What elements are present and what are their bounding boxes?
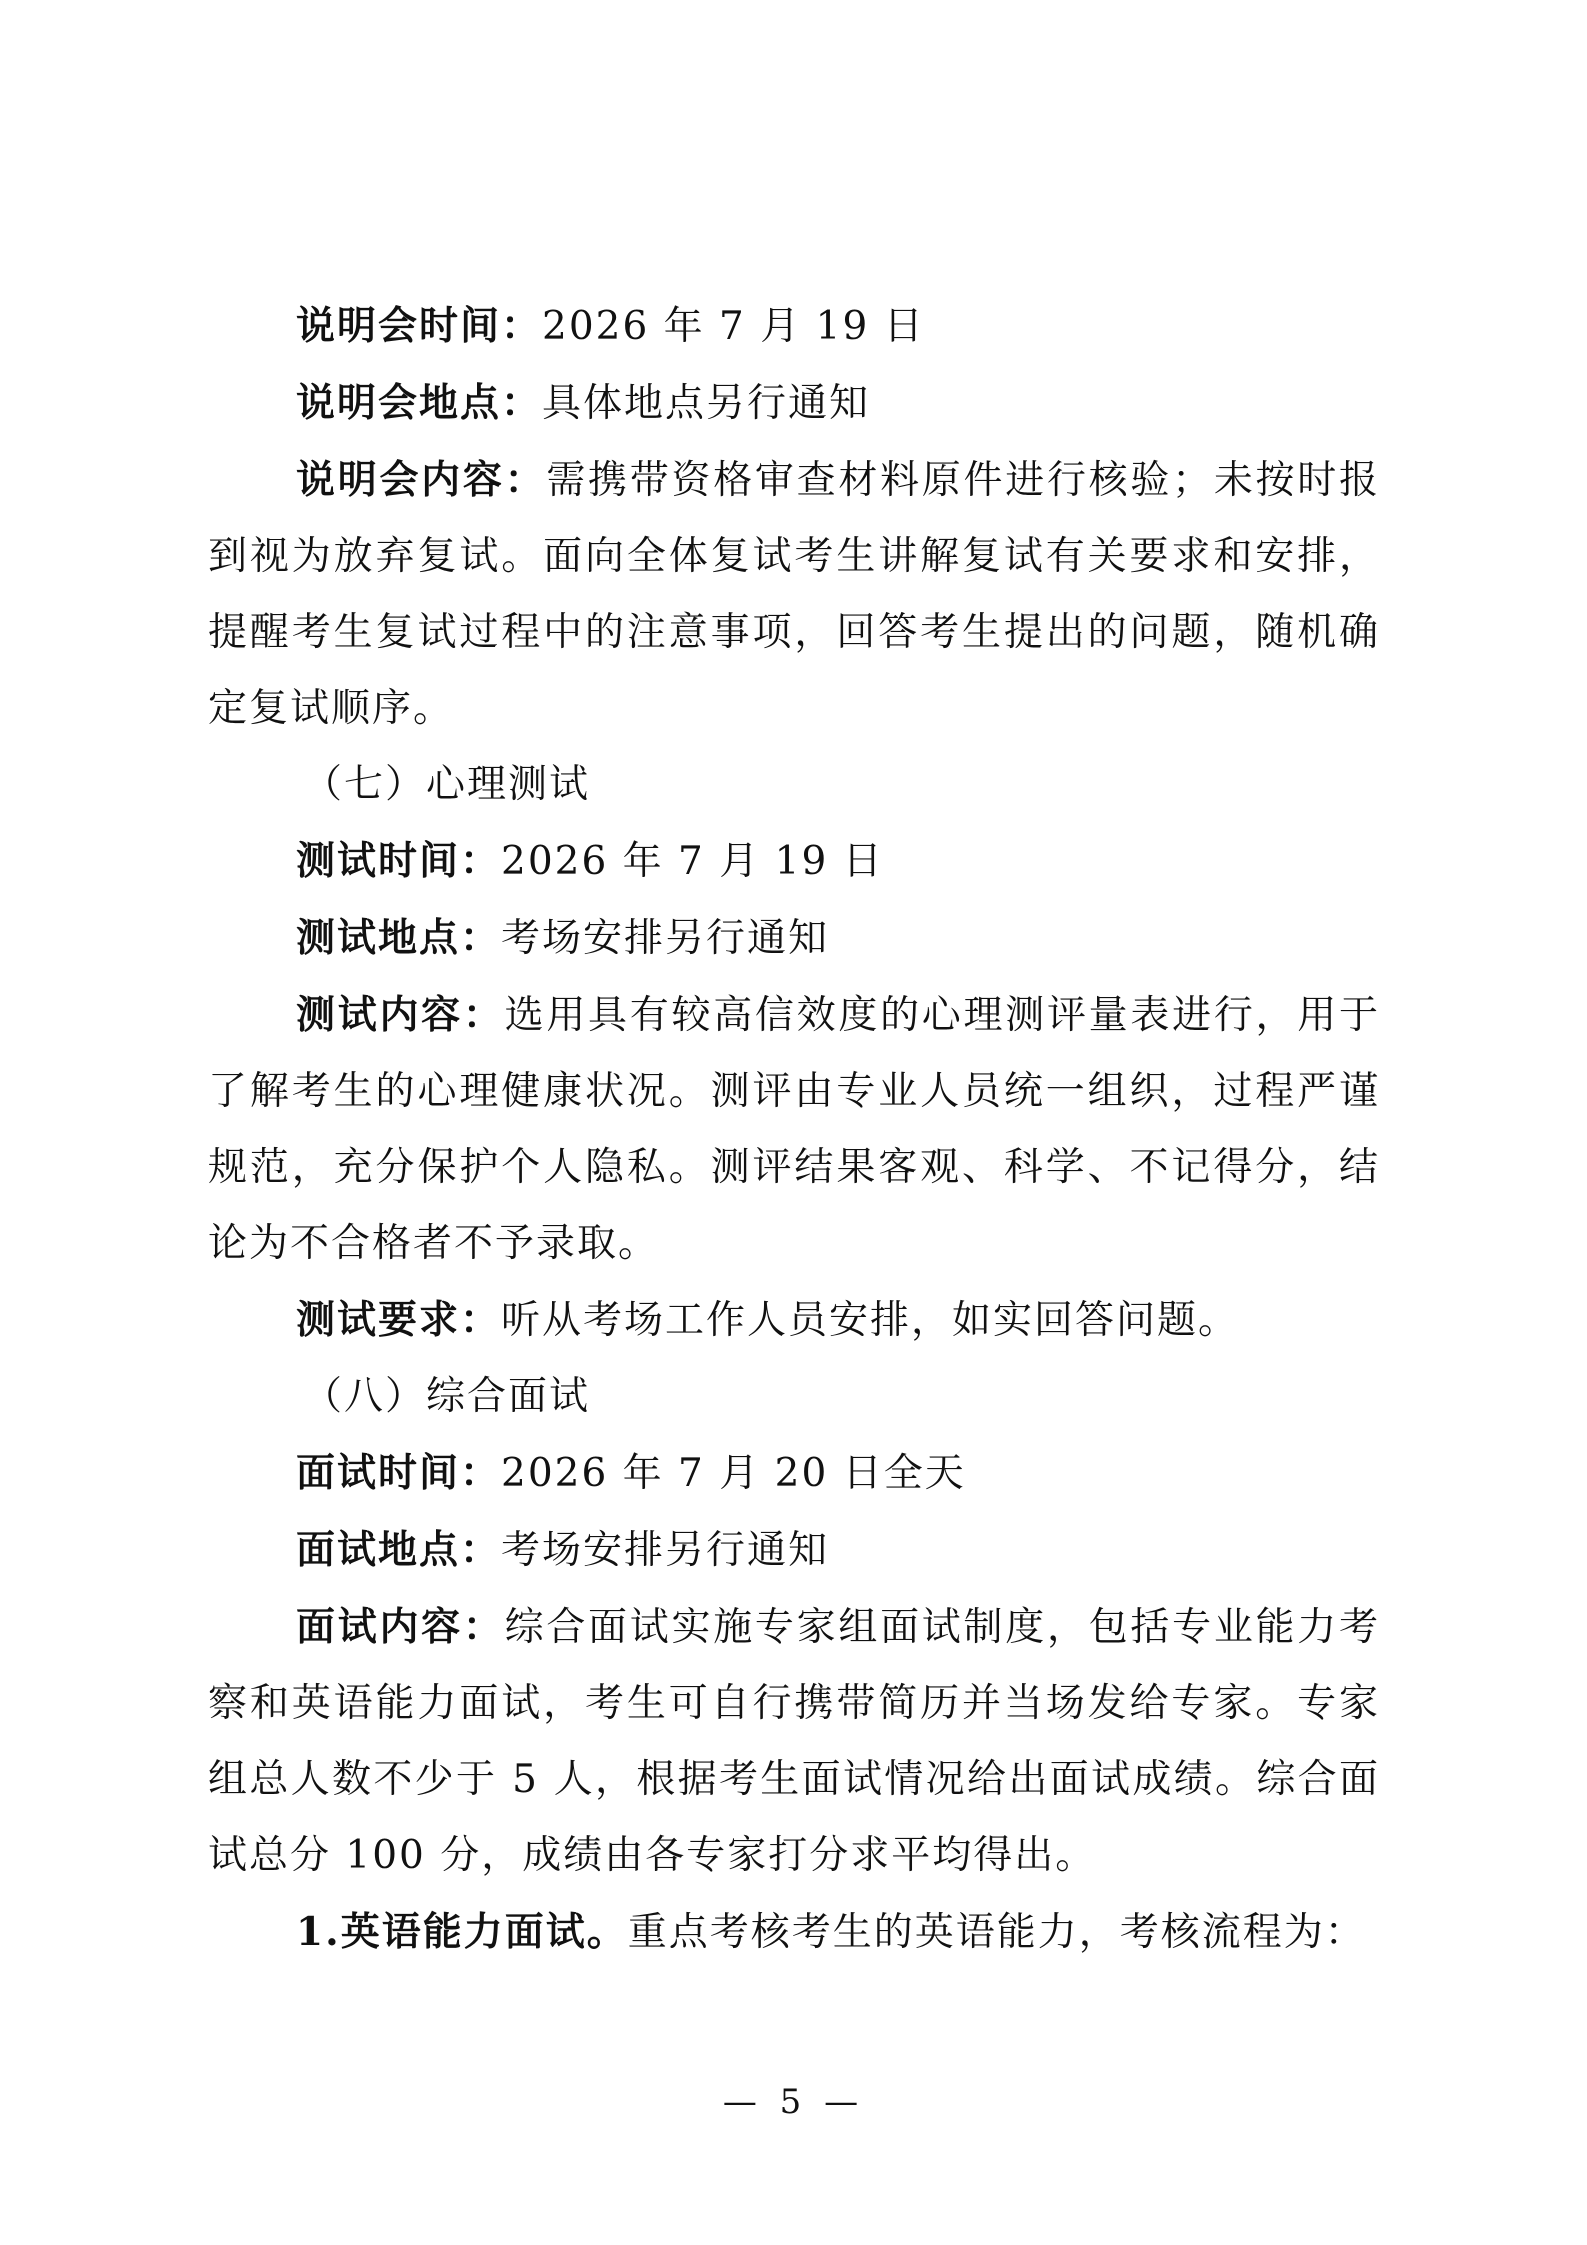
briefing-place-label: 说明会地点：	[296, 380, 543, 426]
section8-place-value: 考场安排另行通知	[501, 1528, 830, 1573]
section7-content-paragraph	[208, 977, 1380, 1282]
section8-content-label: 面试内容：	[296, 1604, 505, 1650]
section7-requirement-label: 测试要求：	[296, 1297, 502, 1343]
section7-time-line	[208, 823, 1380, 900]
briefing-content-label: 说明会内容：	[296, 457, 547, 503]
section8-content-value: 综合面试实施专家组面试制度，包括专业能力考察和英语能力面试，考生可自行携带简历并当场发给专家。专家组总人数不少于 5 人，根据考生面试情况给出面试成绩。综合面试总分 100 分，成绩由各专家打分求平均得出。	[208, 1605, 1380, 1878]
section7-content-label: 测试内容：	[296, 992, 505, 1038]
section8-time-line	[208, 1435, 1380, 1512]
briefing-place-line	[208, 365, 1380, 442]
briefing-time-label: 说明会时间：	[296, 303, 543, 349]
briefing-content-paragraph	[208, 442, 1380, 747]
section8-time-label: 面试时间：	[296, 1450, 502, 1496]
section7-place-value: 考场安排另行通知	[501, 916, 830, 961]
section7-time-value: 2026 年 7 月 19 日	[501, 839, 884, 884]
section8-time-value: 2026 年 7 月 20 日全天	[501, 1451, 966, 1496]
briefing-place-value: 具体地点另行通知	[542, 381, 871, 426]
section8-place-label: 面试地点：	[296, 1527, 502, 1573]
section7-place-line	[208, 900, 1380, 977]
briefing-content-value: 需携带资格审查材料原件进行核验；未按时报到视为放弃复试。面向全体复试考生讲解复试有关要求和安排，提醒考生复试过程中的注意事项，回答考生提出的问题，随机确定复试顺序。	[208, 458, 1380, 731]
section8-content-paragraph	[208, 1589, 1380, 1894]
section8-place-line	[208, 1512, 1380, 1589]
section7-heading: （七）心理测试	[303, 762, 591, 807]
page-number: — 5 —	[722, 2082, 865, 2122]
section7-requirement-value: 听从考场工作人员安排，如实回答问题。	[501, 1298, 1240, 1343]
section8-item1-line	[208, 1894, 1380, 1971]
document-body	[208, 288, 1380, 1971]
briefing-time-line	[208, 288, 1380, 365]
section7-requirement-line	[208, 1282, 1380, 1359]
section7-time-label: 测试时间：	[296, 838, 502, 884]
briefing-time-value: 2026 年 7 月 19 日	[542, 304, 925, 349]
section8-item1-label: 1.英语能力面试。	[296, 1909, 628, 1955]
section8-heading: （八）综合面试	[303, 1374, 591, 1419]
section7-content-value: 选用具有较高信效度的心理测评量表进行，用于了解考生的心理健康状况。测评由专业人员统一组织，过程严谨规范，充分保护个人隐私。测评结果客观、科学、不记得分，结论为不合格者不予录取。	[208, 993, 1380, 1266]
section7-place-label: 测试地点：	[296, 915, 502, 961]
section8-item1-value: 重点考核考生的英语能力，考核流程为：	[627, 1910, 1366, 1955]
